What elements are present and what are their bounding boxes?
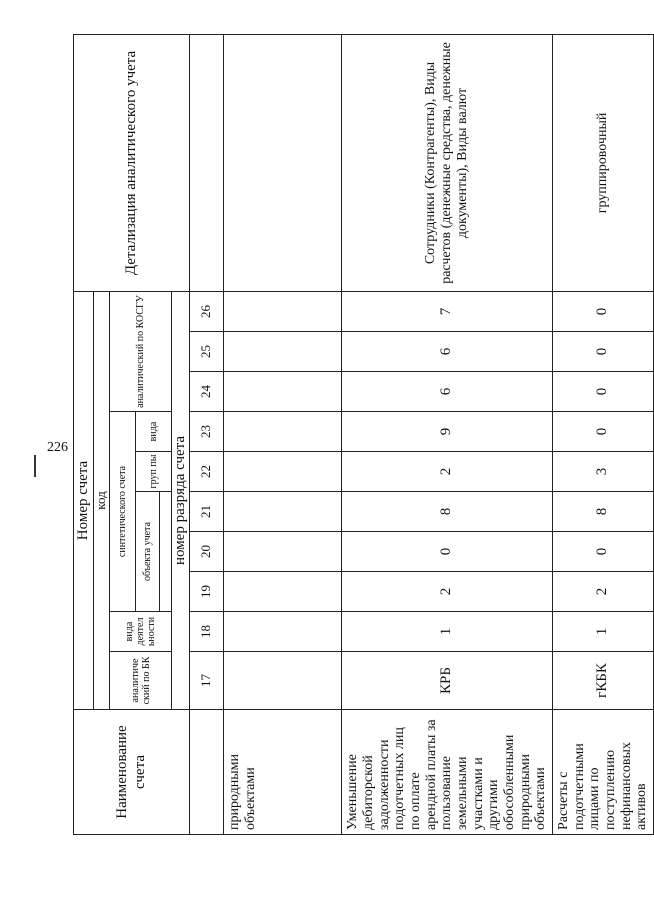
table-row <box>224 34 342 834</box>
digit-18: 18 <box>190 612 224 652</box>
digit-20: 20 <box>190 532 224 572</box>
row-detail: Сотрудники (Контрагенты), Виды расчетов (денежные средства, денежные документы), Виды валют <box>342 34 553 291</box>
row-cell <box>224 652 342 710</box>
row-cell: 6 <box>342 372 553 412</box>
row-cell: 0 <box>552 291 653 331</box>
digit-17: 17 <box>190 652 224 710</box>
page-number: 226 <box>47 440 68 455</box>
row-name: Уменьшение дебиторской задолженности подотчетных лиц по оплате арендной платы за пользование земельными участками и другими обособленными природными объектами <box>342 710 553 835</box>
rotated-table-wrapper <box>73 35 650 835</box>
row-cell <box>224 612 342 652</box>
accounts-table <box>73 34 654 835</box>
row-cell <box>224 372 342 412</box>
row-cell: 0 <box>552 332 653 372</box>
header-activity-type: вида деятел ьности <box>110 612 172 652</box>
row-cell <box>224 452 342 492</box>
digit-blank <box>190 34 224 291</box>
row-name: Расчеты с подотчетными лицами по поступлению нефинансовых активов <box>552 710 653 835</box>
digit-25: 25 <box>190 332 224 372</box>
digit-21: 21 <box>190 492 224 532</box>
header-type: вида <box>136 412 172 452</box>
row-cell: 2 <box>342 452 553 492</box>
row-cell: 3 <box>552 452 653 492</box>
header-object-blank <box>160 492 172 612</box>
row-detail: группировочный <box>552 34 653 291</box>
header-code: код <box>94 291 110 709</box>
header-kosgu: аналитический по КОСГУ <box>110 291 172 411</box>
digit-26: 26 <box>190 291 224 331</box>
row-cell <box>224 291 342 331</box>
row-cell: 0 <box>342 532 553 572</box>
row-cell: 0 <box>552 532 653 572</box>
row-cell: 2 <box>552 572 653 612</box>
row-cell: 1 <box>552 612 653 652</box>
table-row <box>342 34 553 834</box>
row-cell: 0 <box>552 372 653 412</box>
header-digit-number: номер разряда счета <box>172 291 190 709</box>
row-cell: 9 <box>342 412 553 452</box>
row-cell <box>224 492 342 532</box>
table-row <box>552 34 653 834</box>
row-cell: 8 <box>552 492 653 532</box>
header-account-name: Наименование счета <box>74 710 190 835</box>
row-cell: 0 <box>552 412 653 452</box>
row-cell: 2 <box>342 572 553 612</box>
row-detail <box>224 34 342 291</box>
row-cell: КРБ <box>342 652 553 710</box>
header-synthetic: синтетического счета <box>110 412 136 612</box>
row-cell <box>224 412 342 452</box>
header-group: груп пы <box>136 452 172 492</box>
digit-22: 22 <box>190 452 224 492</box>
header-analytic-detail: Детализация аналитического учета <box>74 34 190 291</box>
digit-19: 19 <box>190 572 224 612</box>
header-account-number: Номер счета <box>74 291 94 709</box>
header-account-object: объекта учета <box>136 492 160 612</box>
row-cell: 8 <box>342 492 553 532</box>
digit-24: 24 <box>190 372 224 412</box>
digit-blank <box>190 710 224 835</box>
header-analytic-bk: аналитиче ский по БК <box>110 652 172 710</box>
margin-mark <box>34 455 36 477</box>
row-cell <box>224 572 342 612</box>
row-cell: гКБК <box>552 652 653 710</box>
row-name: природными объектами <box>224 710 342 835</box>
row-cell <box>224 332 342 372</box>
row-cell: 6 <box>342 332 553 372</box>
row-cell: 7 <box>342 291 553 331</box>
row-cell <box>224 532 342 572</box>
row-cell: 1 <box>342 612 553 652</box>
digit-23: 23 <box>190 412 224 452</box>
